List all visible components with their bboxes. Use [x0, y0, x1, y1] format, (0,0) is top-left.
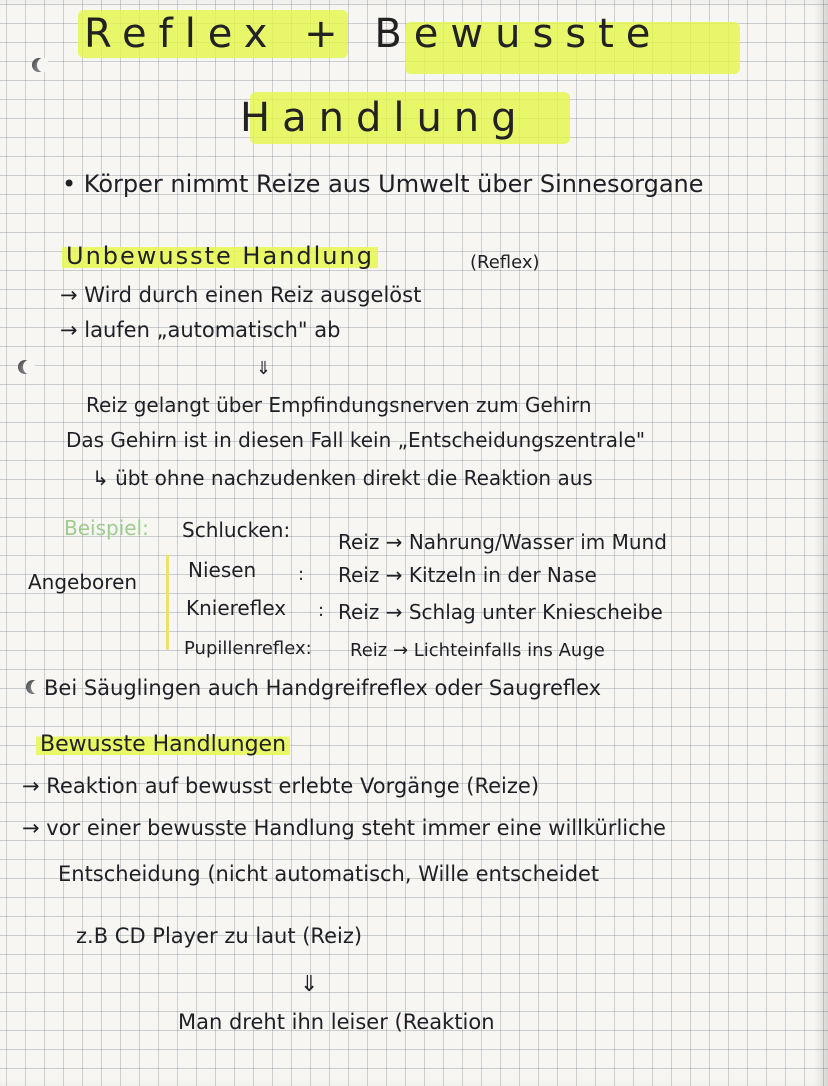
beispiel-row-3-desc: Reiz → Schlag unter Kniescheibe — [338, 600, 663, 624]
unbewusst-heading — [62, 244, 378, 268]
unbewusst-heading-text: Unbewusste Handlung — [62, 242, 378, 270]
bewusst-example: z.B CD Player zu laut (Reiz) — [76, 924, 363, 948]
unbewusst-line-1: Reiz gelangt über Empfindungsnerven zum Gehirn — [86, 393, 592, 417]
beispiel-label: Beispiel: — [64, 516, 149, 540]
beispiel-side-label: Angeboren — [28, 570, 138, 594]
punch-hole — [26, 680, 40, 694]
beispiel-row-2-name: Niesen — [188, 558, 257, 582]
beispiel-note: Bei Säuglingen auch Handgreifreflex oder Saugreflex — [44, 676, 602, 700]
unbewusst-heading-note: (Reflex) — [470, 252, 540, 273]
unbewusst-line-3: ↳ übt ohne nachzudenken direkt die Reaktion aus — [92, 466, 593, 490]
beispiel-row-1-desc: Reiz → Nahrung/Wasser im Mund — [338, 530, 667, 554]
bewusst-heading — [36, 734, 290, 756]
unbewusst-line-2: Das Gehirn ist in diesen Fall kein „Entscheidungszentrale" — [66, 428, 646, 452]
beispiel-row-1-name: Schlucken: — [182, 518, 291, 542]
bewusst-heading-text: Bewusste Handlungen — [36, 732, 290, 757]
punch-hole — [18, 360, 32, 374]
punch-hole — [32, 58, 46, 72]
down-arrow-icon: ⇓ — [300, 972, 319, 997]
down-arrow-icon: ⇓ — [256, 358, 272, 379]
bewusst-point-3: Entscheidung (nicht automatisch, Wille entscheidet — [58, 862, 600, 886]
page-edge-shadow — [814, 0, 828, 1086]
beispiel-row-2-sep: : — [298, 564, 305, 585]
beispiel-bracket — [166, 555, 169, 650]
unbewusst-point-1: → Wird durch einen Reiz ausgelöst — [60, 283, 422, 307]
bewusst-point-1: → Reaktion auf bewusst erlebte Vorgänge (Reize) — [22, 774, 540, 798]
unbewusst-point-2: → laufen „automatisch" ab — [60, 318, 341, 342]
title-line-1: Reflex + Bewusste — [84, 11, 663, 57]
beispiel-row-4-name: Pupillenreflex: — [184, 638, 312, 659]
intro-text: • Körper nimmt Reize aus Umwelt über Sinnesorgane — [62, 170, 704, 198]
beispiel-row-3-name: Kniereflex — [186, 596, 287, 620]
bewusst-result: Man dreht ihn leiser (Reaktion — [178, 1010, 495, 1034]
beispiel-row-3-sep: : — [318, 600, 325, 621]
beispiel-row-2-desc: Reiz → Kitzeln in der Nase — [338, 563, 597, 587]
beispiel-row-4-desc: Reiz → Lichteinfalls ins Auge — [350, 640, 605, 661]
bewusst-point-2: → vor einer bewusste Handlung steht immer eine willkürliche — [22, 816, 666, 840]
title-line-2: Handlung — [240, 95, 529, 141]
